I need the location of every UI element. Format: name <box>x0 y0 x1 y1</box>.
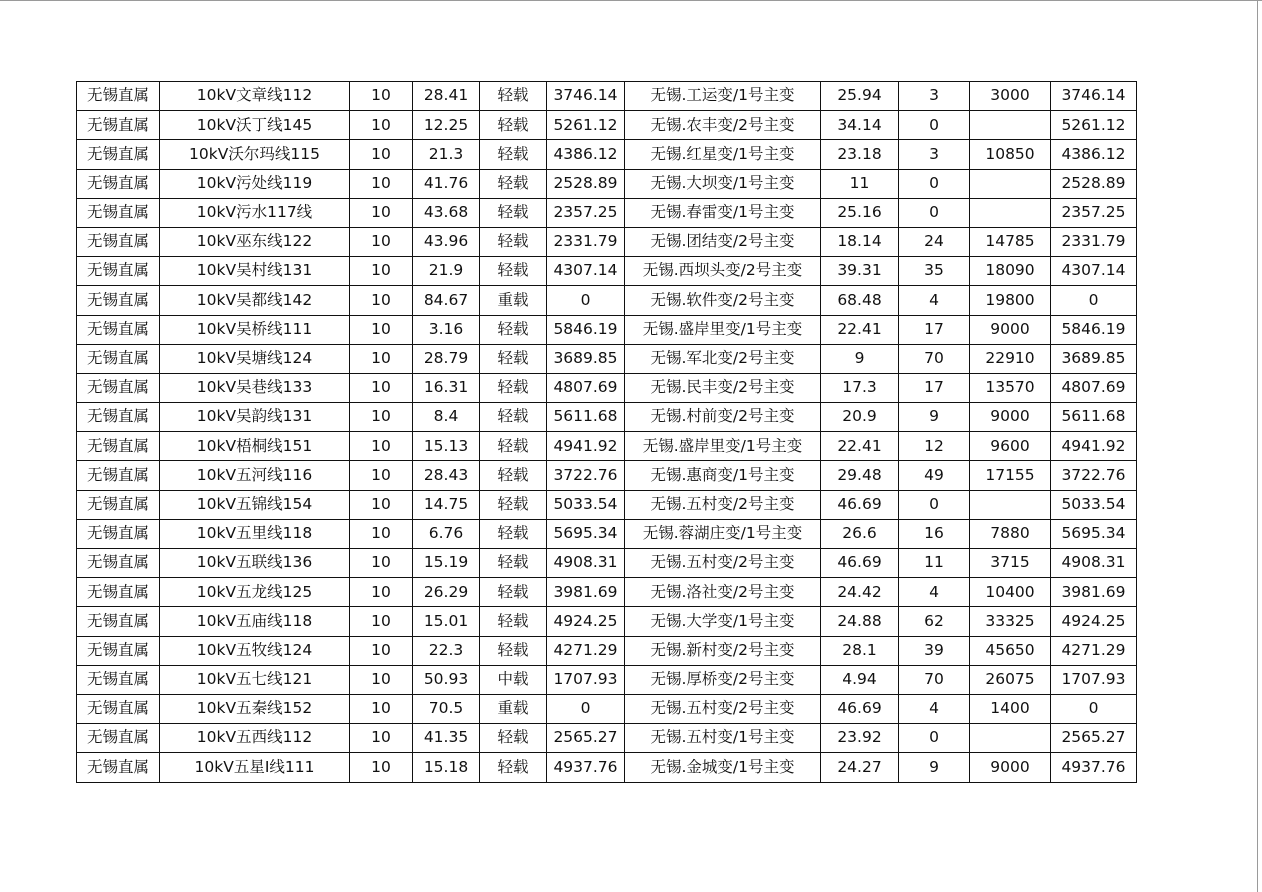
cell-load-status: 轻载 <box>480 403 547 432</box>
cell-remaining-capacity: 5261.12 <box>1051 111 1137 140</box>
cell-capacity: 19800 <box>970 286 1051 315</box>
cell-load-rate: 26.29 <box>413 578 480 607</box>
cell-transformer: 无锡.五村变/2号主变 <box>625 490 821 519</box>
cell-voltage: 10 <box>350 461 413 490</box>
cell-available-capacity: 0 <box>547 694 625 723</box>
table-row <box>77 724 1137 753</box>
cell-line-name: 10kV五河线116 <box>160 461 350 490</box>
table-row <box>77 578 1137 607</box>
cell-load-status: 轻载 <box>480 461 547 490</box>
cell-remaining-capacity: 4924.25 <box>1051 607 1137 636</box>
table-row <box>77 82 1137 111</box>
cell-voltage: 10 <box>350 432 413 461</box>
cell-unit: 无锡直属 <box>77 111 160 140</box>
cell-unit: 无锡直属 <box>77 636 160 665</box>
cell-transformer: 无锡.五村变/2号主变 <box>625 549 821 578</box>
cell-line-name: 10kV五联线136 <box>160 549 350 578</box>
cell-transformer: 无锡.村前变/2号主变 <box>625 403 821 432</box>
cell-capacity: 22910 <box>970 344 1051 373</box>
cell-remaining-capacity: 0 <box>1051 694 1137 723</box>
cell-load-status: 轻载 <box>480 432 547 461</box>
cell-line-name: 10kV五秦线152 <box>160 694 350 723</box>
cell-transformer-load-rate: 20.9 <box>821 403 899 432</box>
cell-voltage: 10 <box>350 198 413 227</box>
cell-capacity: 3000 <box>970 82 1051 111</box>
cell-remaining-capacity: 4807.69 <box>1051 373 1137 402</box>
cell-user-count: 17 <box>899 315 970 344</box>
cell-user-count: 11 <box>899 549 970 578</box>
cell-user-count: 0 <box>899 198 970 227</box>
cell-available-capacity: 3689.85 <box>547 344 625 373</box>
cell-voltage: 10 <box>350 111 413 140</box>
cell-available-capacity: 5033.54 <box>547 490 625 519</box>
cell-load-status: 重载 <box>480 694 547 723</box>
cell-unit: 无锡直属 <box>77 753 160 782</box>
cell-line-name: 10kV五星Ⅰ线111 <box>160 753 350 782</box>
cell-transformer-load-rate: 11 <box>821 169 899 198</box>
table-body <box>77 82 1137 783</box>
cell-line-name: 10kV五里线118 <box>160 519 350 548</box>
cell-remaining-capacity: 4941.92 <box>1051 432 1137 461</box>
cell-load-status: 轻载 <box>480 724 547 753</box>
cell-available-capacity: 4941.92 <box>547 432 625 461</box>
table-row <box>77 694 1137 723</box>
cell-line-name: 10kV污水117线 <box>160 198 350 227</box>
cell-load-status: 轻载 <box>480 257 547 286</box>
cell-remaining-capacity: 5846.19 <box>1051 315 1137 344</box>
cell-unit: 无锡直属 <box>77 286 160 315</box>
cell-unit: 无锡直属 <box>77 724 160 753</box>
cell-load-status: 轻载 <box>480 227 547 256</box>
cell-load-rate: 28.43 <box>413 461 480 490</box>
cell-voltage: 10 <box>350 694 413 723</box>
cell-line-name: 10kV沃尔玛线115 <box>160 140 350 169</box>
cell-transformer: 无锡.盛岸里变/1号主变 <box>625 432 821 461</box>
cell-remaining-capacity: 2357.25 <box>1051 198 1137 227</box>
cell-transformer: 无锡.大学变/1号主变 <box>625 607 821 636</box>
cell-voltage: 10 <box>350 315 413 344</box>
cell-unit: 无锡直属 <box>77 140 160 169</box>
cell-transformer-load-rate: 28.1 <box>821 636 899 665</box>
cell-capacity: 10850 <box>970 140 1051 169</box>
cell-transformer-load-rate: 25.94 <box>821 82 899 111</box>
cell-available-capacity: 4908.31 <box>547 549 625 578</box>
cell-remaining-capacity: 4908.31 <box>1051 549 1137 578</box>
cell-load-rate: 15.01 <box>413 607 480 636</box>
cell-user-count: 70 <box>899 344 970 373</box>
cell-remaining-capacity: 3981.69 <box>1051 578 1137 607</box>
cell-transformer-load-rate: 22.41 <box>821 432 899 461</box>
cell-available-capacity: 3746.14 <box>547 82 625 111</box>
cell-capacity <box>970 198 1051 227</box>
cell-remaining-capacity: 3722.76 <box>1051 461 1137 490</box>
cell-unit: 无锡直属 <box>77 373 160 402</box>
cell-available-capacity: 5846.19 <box>547 315 625 344</box>
cell-available-capacity: 1707.93 <box>547 665 625 694</box>
cell-user-count: 0 <box>899 724 970 753</box>
cell-voltage: 10 <box>350 140 413 169</box>
cell-remaining-capacity: 5611.68 <box>1051 403 1137 432</box>
cell-load-status: 轻载 <box>480 373 547 402</box>
cell-available-capacity: 5261.12 <box>547 111 625 140</box>
table-row <box>77 169 1137 198</box>
cell-transformer-load-rate: 23.92 <box>821 724 899 753</box>
cell-load-status: 轻载 <box>480 198 547 227</box>
cell-load-rate: 16.31 <box>413 373 480 402</box>
cell-transformer-load-rate: 46.69 <box>821 490 899 519</box>
table-row <box>77 461 1137 490</box>
cell-transformer-load-rate: 24.27 <box>821 753 899 782</box>
cell-transformer: 无锡.春雷变/1号主变 <box>625 198 821 227</box>
cell-unit: 无锡直属 <box>77 315 160 344</box>
table-row <box>77 315 1137 344</box>
cell-unit: 无锡直属 <box>77 694 160 723</box>
cell-voltage: 10 <box>350 169 413 198</box>
cell-remaining-capacity: 4386.12 <box>1051 140 1137 169</box>
cell-unit: 无锡直属 <box>77 403 160 432</box>
cell-transformer-load-rate: 18.14 <box>821 227 899 256</box>
cell-line-name: 10kV五西线112 <box>160 724 350 753</box>
table-row <box>77 519 1137 548</box>
cell-voltage: 10 <box>350 344 413 373</box>
cell-user-count: 35 <box>899 257 970 286</box>
cell-load-status: 轻载 <box>480 753 547 782</box>
cell-capacity: 7880 <box>970 519 1051 548</box>
cell-user-count: 3 <box>899 82 970 111</box>
cell-transformer: 无锡.工运变/1号主变 <box>625 82 821 111</box>
cell-unit: 无锡直属 <box>77 169 160 198</box>
cell-load-status: 轻载 <box>480 169 547 198</box>
cell-available-capacity: 5695.34 <box>547 519 625 548</box>
cell-unit: 无锡直属 <box>77 549 160 578</box>
table-row <box>77 227 1137 256</box>
cell-capacity: 13570 <box>970 373 1051 402</box>
cell-unit: 无锡直属 <box>77 665 160 694</box>
cell-load-rate: 12.25 <box>413 111 480 140</box>
cell-transformer: 无锡.军北变/2号主变 <box>625 344 821 373</box>
cell-remaining-capacity: 2528.89 <box>1051 169 1137 198</box>
cell-transformer: 无锡.团结变/2号主变 <box>625 227 821 256</box>
cell-load-status: 中载 <box>480 665 547 694</box>
cell-transformer-load-rate: 29.48 <box>821 461 899 490</box>
cell-voltage: 10 <box>350 257 413 286</box>
cell-transformer-load-rate: 24.88 <box>821 607 899 636</box>
cell-transformer-load-rate: 39.31 <box>821 257 899 286</box>
cell-line-name: 10kV梧桐线151 <box>160 432 350 461</box>
cell-transformer: 无锡.民丰变/2号主变 <box>625 373 821 402</box>
cell-transformer-load-rate: 17.3 <box>821 373 899 402</box>
cell-voltage: 10 <box>350 665 413 694</box>
cell-capacity: 9000 <box>970 403 1051 432</box>
cell-remaining-capacity: 2331.79 <box>1051 227 1137 256</box>
cell-capacity: 9000 <box>970 753 1051 782</box>
cell-load-rate: 43.68 <box>413 198 480 227</box>
cell-remaining-capacity: 4937.76 <box>1051 753 1137 782</box>
cell-load-rate: 15.13 <box>413 432 480 461</box>
page-top-border <box>0 0 1262 1</box>
cell-load-status: 轻载 <box>480 140 547 169</box>
table-row <box>77 140 1137 169</box>
cell-transformer-load-rate: 46.69 <box>821 549 899 578</box>
cell-user-count: 39 <box>899 636 970 665</box>
cell-user-count: 4 <box>899 578 970 607</box>
cell-transformer-load-rate: 24.42 <box>821 578 899 607</box>
cell-load-status: 重载 <box>480 286 547 315</box>
cell-user-count: 9 <box>899 403 970 432</box>
cell-transformer: 无锡.新村变/2号主变 <box>625 636 821 665</box>
table-row <box>77 549 1137 578</box>
cell-line-name: 10kV污处线119 <box>160 169 350 198</box>
cell-user-count: 3 <box>899 140 970 169</box>
cell-transformer: 无锡.盛岸里变/1号主变 <box>625 315 821 344</box>
cell-remaining-capacity: 3746.14 <box>1051 82 1137 111</box>
cell-voltage: 10 <box>350 373 413 402</box>
cell-voltage: 10 <box>350 753 413 782</box>
cell-transformer: 无锡.软件变/2号主变 <box>625 286 821 315</box>
cell-unit: 无锡直属 <box>77 461 160 490</box>
cell-line-name: 10kV五七线121 <box>160 665 350 694</box>
cell-voltage: 10 <box>350 724 413 753</box>
cell-transformer: 无锡.红星变/1号主变 <box>625 140 821 169</box>
cell-load-status: 轻载 <box>480 490 547 519</box>
cell-line-name: 10kV五龙线125 <box>160 578 350 607</box>
cell-transformer: 无锡.西坝头变/2号主变 <box>625 257 821 286</box>
cell-capacity <box>970 724 1051 753</box>
cell-unit: 无锡直属 <box>77 578 160 607</box>
cell-load-rate: 70.5 <box>413 694 480 723</box>
cell-load-rate: 84.67 <box>413 286 480 315</box>
cell-capacity: 17155 <box>970 461 1051 490</box>
cell-user-count: 24 <box>899 227 970 256</box>
cell-line-name: 10kV吴韵线131 <box>160 403 350 432</box>
cell-line-name: 10kV吴都线142 <box>160 286 350 315</box>
cell-user-count: 0 <box>899 490 970 519</box>
cell-remaining-capacity: 3689.85 <box>1051 344 1137 373</box>
cell-load-status: 轻载 <box>480 636 547 665</box>
cell-capacity: 14785 <box>970 227 1051 256</box>
cell-load-rate: 21.9 <box>413 257 480 286</box>
cell-load-status: 轻载 <box>480 549 547 578</box>
cell-load-rate: 28.79 <box>413 344 480 373</box>
cell-load-rate: 15.19 <box>413 549 480 578</box>
cell-load-status: 轻载 <box>480 315 547 344</box>
cell-load-status: 轻载 <box>480 344 547 373</box>
cell-transformer-load-rate: 9 <box>821 344 899 373</box>
cell-unit: 无锡直属 <box>77 607 160 636</box>
cell-transformer: 无锡.农丰变/2号主变 <box>625 111 821 140</box>
cell-transformer: 无锡.洛社变/2号主变 <box>625 578 821 607</box>
table-row <box>77 403 1137 432</box>
cell-available-capacity: 4924.25 <box>547 607 625 636</box>
cell-available-capacity: 4271.29 <box>547 636 625 665</box>
cell-user-count: 62 <box>899 607 970 636</box>
cell-transformer: 无锡.厚桥变/2号主变 <box>625 665 821 694</box>
cell-available-capacity: 2528.89 <box>547 169 625 198</box>
cell-capacity: 18090 <box>970 257 1051 286</box>
cell-remaining-capacity: 2565.27 <box>1051 724 1137 753</box>
cell-remaining-capacity: 5695.34 <box>1051 519 1137 548</box>
cell-transformer-load-rate: 4.94 <box>821 665 899 694</box>
cell-transformer: 无锡.金城变/1号主变 <box>625 753 821 782</box>
cell-load-rate: 41.76 <box>413 169 480 198</box>
cell-load-status: 轻载 <box>480 607 547 636</box>
cell-voltage: 10 <box>350 490 413 519</box>
cell-line-name: 10kV吴村线131 <box>160 257 350 286</box>
cell-unit: 无锡直属 <box>77 344 160 373</box>
cell-voltage: 10 <box>350 607 413 636</box>
cell-remaining-capacity: 4271.29 <box>1051 636 1137 665</box>
cell-capacity <box>970 111 1051 140</box>
cell-available-capacity: 4307.14 <box>547 257 625 286</box>
cell-user-count: 70 <box>899 665 970 694</box>
cell-available-capacity: 3722.76 <box>547 461 625 490</box>
cell-load-rate: 21.3 <box>413 140 480 169</box>
cell-load-rate: 3.16 <box>413 315 480 344</box>
cell-load-rate: 22.3 <box>413 636 480 665</box>
cell-line-name: 10kV沃丁线145 <box>160 111 350 140</box>
line-load-table <box>76 81 1137 783</box>
table-row <box>77 753 1137 782</box>
cell-load-rate: 14.75 <box>413 490 480 519</box>
cell-line-name: 10kV文章线112 <box>160 82 350 111</box>
cell-load-status: 轻载 <box>480 519 547 548</box>
cell-load-rate: 6.76 <box>413 519 480 548</box>
cell-capacity: 10400 <box>970 578 1051 607</box>
table-row <box>77 257 1137 286</box>
table-row <box>77 432 1137 461</box>
cell-load-rate: 50.93 <box>413 665 480 694</box>
cell-capacity: 9600 <box>970 432 1051 461</box>
table-row <box>77 607 1137 636</box>
cell-voltage: 10 <box>350 82 413 111</box>
cell-user-count: 49 <box>899 461 970 490</box>
cell-available-capacity: 5611.68 <box>547 403 625 432</box>
cell-transformer: 无锡.蓉湖庄变/1号主变 <box>625 519 821 548</box>
cell-user-count: 17 <box>899 373 970 402</box>
cell-load-status: 轻载 <box>480 82 547 111</box>
cell-unit: 无锡直属 <box>77 257 160 286</box>
cell-available-capacity: 2331.79 <box>547 227 625 256</box>
cell-transformer-load-rate: 23.18 <box>821 140 899 169</box>
cell-capacity: 1400 <box>970 694 1051 723</box>
table-row <box>77 373 1137 402</box>
cell-transformer-load-rate: 34.14 <box>821 111 899 140</box>
cell-user-count: 16 <box>899 519 970 548</box>
cell-transformer-load-rate: 46.69 <box>821 694 899 723</box>
cell-available-capacity: 2357.25 <box>547 198 625 227</box>
cell-available-capacity: 3981.69 <box>547 578 625 607</box>
table-row <box>77 665 1137 694</box>
cell-voltage: 10 <box>350 636 413 665</box>
cell-transformer: 无锡.大坝变/1号主变 <box>625 169 821 198</box>
cell-user-count: 0 <box>899 111 970 140</box>
cell-unit: 无锡直属 <box>77 432 160 461</box>
cell-capacity: 26075 <box>970 665 1051 694</box>
cell-load-rate: 8.4 <box>413 403 480 432</box>
cell-capacity: 3715 <box>970 549 1051 578</box>
table-row <box>77 636 1137 665</box>
cell-capacity <box>970 169 1051 198</box>
cell-capacity <box>970 490 1051 519</box>
cell-unit: 无锡直属 <box>77 490 160 519</box>
cell-capacity: 33325 <box>970 607 1051 636</box>
table-row <box>77 286 1137 315</box>
cell-unit: 无锡直属 <box>77 198 160 227</box>
cell-line-name: 10kV吴桥线111 <box>160 315 350 344</box>
cell-transformer-load-rate: 68.48 <box>821 286 899 315</box>
cell-capacity: 9000 <box>970 315 1051 344</box>
cell-voltage: 10 <box>350 578 413 607</box>
cell-available-capacity: 4386.12 <box>547 140 625 169</box>
cell-voltage: 10 <box>350 519 413 548</box>
cell-user-count: 9 <box>899 753 970 782</box>
cell-line-name: 10kV五庙线118 <box>160 607 350 636</box>
cell-user-count: 4 <box>899 286 970 315</box>
cell-user-count: 4 <box>899 694 970 723</box>
cell-line-name: 10kV巫东线122 <box>160 227 350 256</box>
cell-load-status: 轻载 <box>480 111 547 140</box>
cell-line-name: 10kV五牧线124 <box>160 636 350 665</box>
cell-load-rate: 43.96 <box>413 227 480 256</box>
cell-available-capacity: 2565.27 <box>547 724 625 753</box>
cell-transformer-load-rate: 22.41 <box>821 315 899 344</box>
cell-line-name: 10kV吴塘线124 <box>160 344 350 373</box>
cell-remaining-capacity: 4307.14 <box>1051 257 1137 286</box>
cell-voltage: 10 <box>350 227 413 256</box>
cell-transformer-load-rate: 26.6 <box>821 519 899 548</box>
cell-unit: 无锡直属 <box>77 82 160 111</box>
page-right-border <box>1257 0 1258 892</box>
cell-voltage: 10 <box>350 403 413 432</box>
cell-unit: 无锡直属 <box>77 519 160 548</box>
cell-unit: 无锡直属 <box>77 227 160 256</box>
cell-line-name: 10kV五锦线154 <box>160 490 350 519</box>
cell-remaining-capacity: 1707.93 <box>1051 665 1137 694</box>
cell-transformer: 无锡.五村变/2号主变 <box>625 694 821 723</box>
table-row <box>77 490 1137 519</box>
cell-load-rate: 15.18 <box>413 753 480 782</box>
cell-available-capacity: 4937.76 <box>547 753 625 782</box>
cell-transformer: 无锡.惠商变/1号主变 <box>625 461 821 490</box>
cell-remaining-capacity: 0 <box>1051 286 1137 315</box>
cell-remaining-capacity: 5033.54 <box>1051 490 1137 519</box>
cell-user-count: 0 <box>899 169 970 198</box>
cell-voltage: 10 <box>350 549 413 578</box>
table-row <box>77 344 1137 373</box>
cell-transformer: 无锡.五村变/1号主变 <box>625 724 821 753</box>
cell-transformer-load-rate: 25.16 <box>821 198 899 227</box>
table-row <box>77 111 1137 140</box>
table-row <box>77 198 1137 227</box>
cell-load-status: 轻载 <box>480 578 547 607</box>
cell-user-count: 12 <box>899 432 970 461</box>
cell-load-rate: 28.41 <box>413 82 480 111</box>
cell-capacity: 45650 <box>970 636 1051 665</box>
cell-available-capacity: 4807.69 <box>547 373 625 402</box>
cell-voltage: 10 <box>350 286 413 315</box>
cell-line-name: 10kV吴巷线133 <box>160 373 350 402</box>
cell-available-capacity: 0 <box>547 286 625 315</box>
cell-load-rate: 41.35 <box>413 724 480 753</box>
